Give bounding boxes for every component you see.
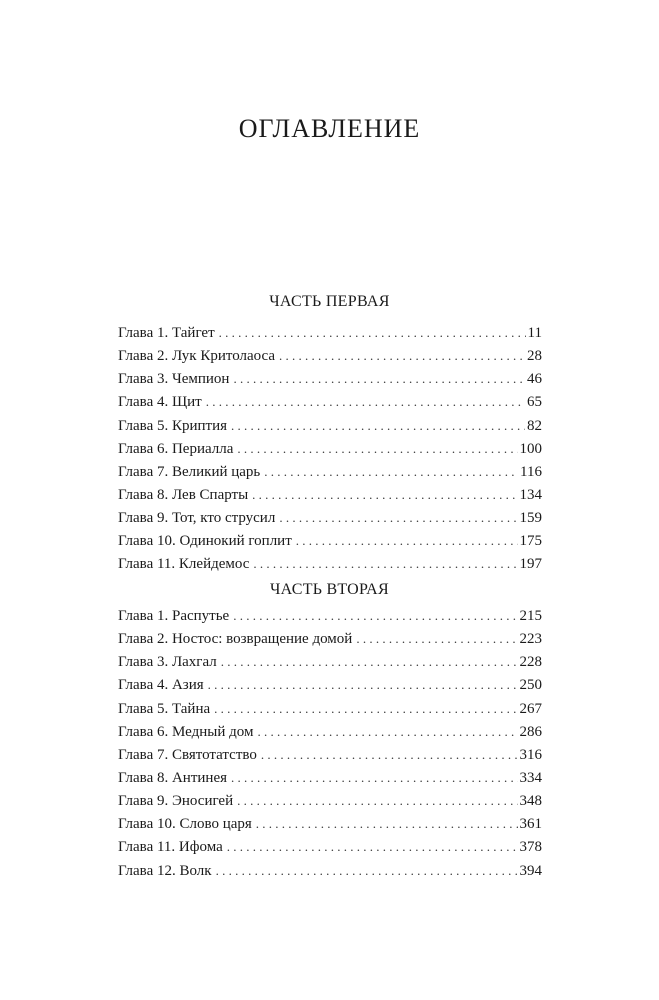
chapter-title: Глава 5. Тайна xyxy=(118,700,211,717)
page-number: 394 xyxy=(519,862,542,879)
chapter-title: Глава 3. Лахгал xyxy=(118,654,217,671)
dot-leader xyxy=(296,529,518,552)
toc-entry[interactable] xyxy=(118,344,542,367)
page-number: 250 xyxy=(519,677,542,694)
toc-entry[interactable] xyxy=(118,321,542,344)
toc-entry[interactable] xyxy=(118,720,542,743)
page-number: 223 xyxy=(519,631,542,648)
page-number: 378 xyxy=(519,839,542,856)
chapter-title: Глава 4. Азия xyxy=(118,677,204,694)
page-title: ОГЛАВЛЕНИЕ xyxy=(238,114,421,143)
chapter-title: Глава 11. Ифома xyxy=(118,839,223,856)
dot-leader xyxy=(206,390,525,413)
toc-entry[interactable] xyxy=(118,506,542,529)
dot-leader xyxy=(253,552,517,575)
page-number: 334 xyxy=(519,769,542,786)
dot-leader xyxy=(356,627,517,650)
toc-entry[interactable] xyxy=(118,650,542,673)
toc-entry[interactable] xyxy=(118,673,542,696)
toc-entry[interactable] xyxy=(118,390,542,413)
chapter-title: Глава 1. Тайгет xyxy=(118,325,215,341)
dot-leader xyxy=(264,460,518,483)
page-number: 175 xyxy=(519,533,542,550)
page-number: 28 xyxy=(527,348,542,365)
dot-leader xyxy=(237,789,517,812)
toc-entry[interactable] xyxy=(118,812,542,835)
page-number: 228 xyxy=(519,654,542,671)
chapter-title: Глава 10. Одинокий гоплит xyxy=(118,533,292,550)
dot-leader xyxy=(233,604,517,627)
dot-leader xyxy=(256,812,518,835)
toc-entry[interactable] xyxy=(118,743,542,766)
dot-leader xyxy=(252,483,517,506)
dot-leader xyxy=(219,321,526,344)
chapter-title: Глава 2. Ностос: возвращение домой xyxy=(118,631,353,648)
chapter-title: Глава 10. Слово царя xyxy=(118,816,252,833)
toc-entry[interactable] xyxy=(118,437,542,460)
chapter-title: Глава 6. Периалла xyxy=(118,440,234,457)
page-number: 100 xyxy=(519,440,542,457)
chapter-title: Глава 4. Щит xyxy=(118,394,202,411)
dot-leader xyxy=(214,697,517,720)
toc-entry[interactable] xyxy=(118,604,542,627)
dot-leader xyxy=(233,367,525,390)
dot-leader xyxy=(279,506,517,529)
dot-leader xyxy=(237,437,517,460)
dot-leader xyxy=(208,673,518,696)
toc-entry[interactable] xyxy=(118,859,542,882)
toc-entry[interactable] xyxy=(118,414,542,437)
chapter-title: Глава 5. Криптия xyxy=(118,417,228,434)
page-number: 11 xyxy=(527,325,542,341)
chapter-title: Глава 9. Эносигей xyxy=(118,793,234,810)
chapter-title: Глава 2. Лук Критолаоса xyxy=(118,348,276,365)
dot-leader xyxy=(231,414,525,437)
page-number: 348 xyxy=(519,793,542,810)
chapter-title: Глава 12. Волк xyxy=(118,862,212,879)
page-number: 82 xyxy=(527,417,542,434)
page-number: 316 xyxy=(519,746,542,763)
chapter-title: Глава 1. Распутье xyxy=(118,608,230,624)
dot-leader xyxy=(231,766,517,789)
page-number: 361 xyxy=(519,816,542,833)
dot-leader xyxy=(261,743,518,766)
chapter-title: Глава 7. Великий царь xyxy=(118,463,261,480)
page-number: 116 xyxy=(520,463,542,480)
dot-leader xyxy=(227,835,518,858)
toc-entry[interactable] xyxy=(118,789,542,812)
toc-entry[interactable] xyxy=(118,835,542,858)
page-number: 46 xyxy=(527,371,542,388)
chapter-title: Глава 8. Лев Спарты xyxy=(118,486,249,503)
page-number: 215 xyxy=(519,608,542,624)
chapter-title: Глава 6. Медный дом xyxy=(118,723,254,740)
toc-entry[interactable] xyxy=(118,697,542,720)
toc-entry[interactable] xyxy=(118,483,542,506)
chapter-title: Глава 9. Тот, кто струсил xyxy=(118,510,276,527)
chapter-title: Глава 7. Святотатство xyxy=(118,746,257,763)
toc-list-part-2 xyxy=(118,604,542,882)
part-heading-2: ЧАСТЬ ВТОРАЯ xyxy=(269,581,390,598)
toc-entry[interactable] xyxy=(118,460,542,483)
page-number: 286 xyxy=(519,723,542,740)
toc-entry[interactable] xyxy=(118,367,542,390)
page-number: 267 xyxy=(519,700,542,717)
chapter-title: Глава 3. Чемпион xyxy=(118,371,230,388)
page-number: 159 xyxy=(519,510,542,527)
toc-list-part-1 xyxy=(118,321,542,576)
toc-entry[interactable] xyxy=(118,766,542,789)
toc-entry[interactable] xyxy=(118,529,542,552)
dot-leader xyxy=(221,650,518,673)
page-number: 65 xyxy=(527,394,542,411)
part-heading-1: ЧАСТЬ ПЕРВАЯ xyxy=(269,293,390,310)
toc-entry[interactable] xyxy=(118,552,542,575)
dot-leader xyxy=(279,344,525,367)
toc-entry[interactable] xyxy=(118,627,542,650)
page-number: 197 xyxy=(519,556,542,573)
page-number: 134 xyxy=(519,486,542,503)
dot-leader xyxy=(216,859,518,882)
chapter-title: Глава 8. Антинея xyxy=(118,769,228,786)
chapter-title: Глава 11. Клейдемос xyxy=(118,556,250,573)
dot-leader xyxy=(257,720,517,743)
